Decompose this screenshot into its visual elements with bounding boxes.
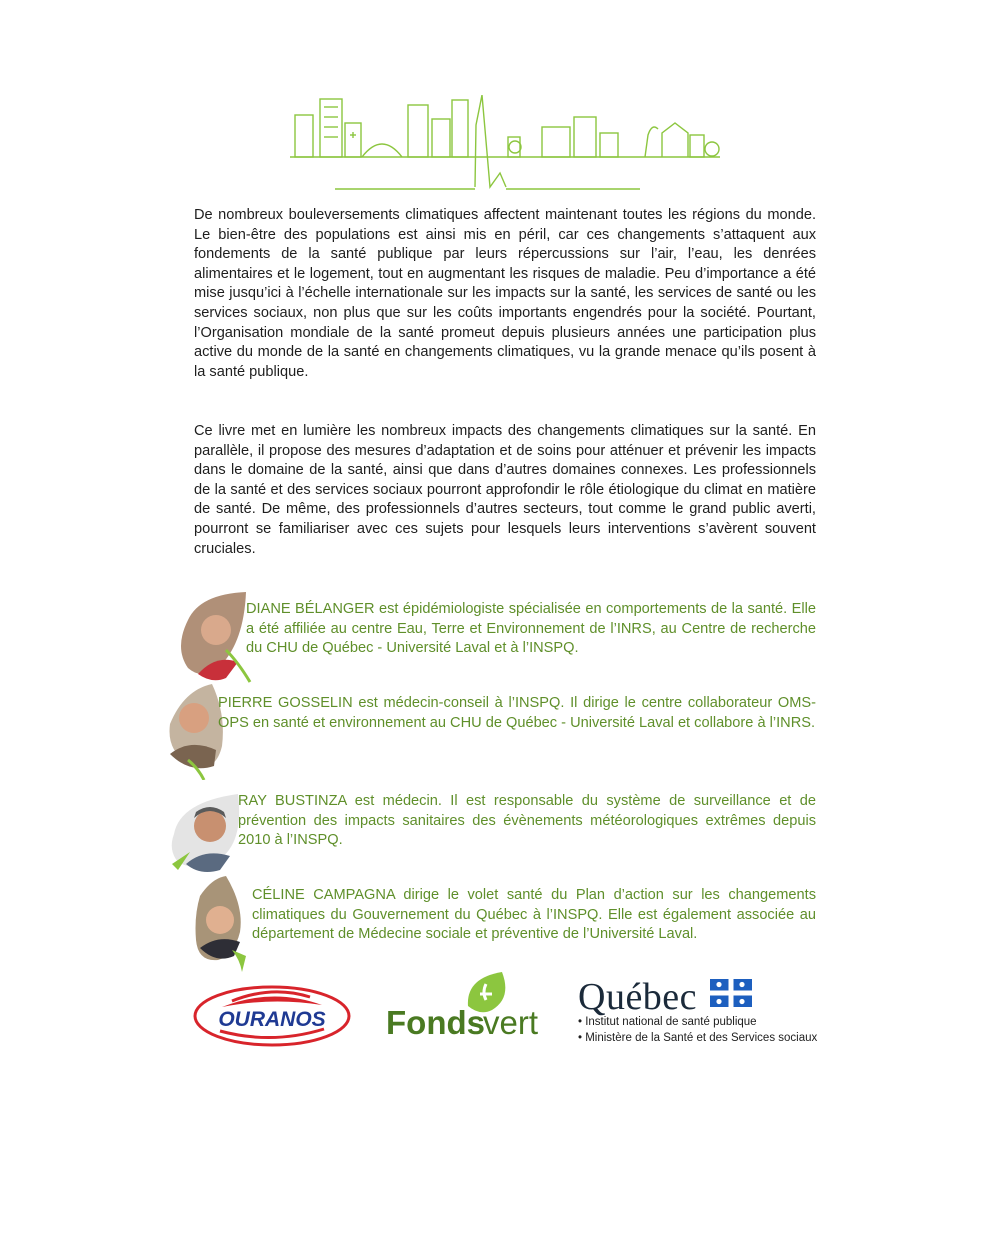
- fonds-word: Fonds: [386, 1004, 485, 1041]
- vert-word: vert: [483, 1004, 539, 1041]
- author-ray-bustinza: [160, 782, 820, 878]
- author-pierre-gosselin: [160, 684, 820, 780]
- quebec-logo: [576, 975, 821, 1050]
- author-diane-belanger: [160, 590, 820, 686]
- fonds-vert-logo: [384, 970, 549, 1042]
- author-bio: DIANE BÉLANGER est épidémiologiste spécialisée en comportements de la santé. Elle a été affiliée au centre Eau, Terre et Environnement de l’INRS, au Centre de recherche du CHU de Québec - Université Laval et à l’INSPQ.: [246, 601, 816, 657]
- fleur-de-lis-flag-icon: [710, 979, 752, 1007]
- author-celine-campagna: [160, 876, 820, 972]
- institute-line: • Institut national de santé publique: [578, 1016, 757, 1028]
- author-bio: PIERRE GOSSELIN est médecin-conseil à l’INSPQ. Il dirige le centre collaborateur OMS-OPS en santé et environnement au CHU de Québec - Université Laval et collabore à l’INRS.: [218, 695, 816, 731]
- quebec-wordmark: Québec: [578, 976, 698, 1018]
- leaf-portrait-frame-icon: [160, 876, 260, 972]
- author-bio: RAY BUSTINZA est médecin. Il est responsable du système de surveillance et de prévention des impacts sanitaires des évènements météorologiques extrêmes depuis 2010 à l’INSPQ.: [238, 793, 816, 849]
- ministry-line: • Ministère de la Santé et des Services sociaux: [578, 1032, 818, 1044]
- intro-paragraph-1: De nombreux bouleversements climatiques affectent maintenant toutes les régions du monde. Le bien-être des populations est ainsi mis en péril, car ces changements s’attaquent aux fondements de la santé publique par leurs répercussions sur l’air, l’eau, les denrées alimentaires et le logement, tout en augmentant les risques de maladie. Peu d’importance a été mise jusqu’ici à l’échelle internationale sur les impacts sur la santé, les services de santé ou les services sociaux, non plus que sur les coûts importants engendrés pour la société. Pourtant, l’Organisation mondiale de la santé promeut depuis plusieurs années une participation plus active du monde de la santé en changements climatiques, vu la grande menace qu’ils posent à la santé publique.: [194, 207, 816, 380]
- leaf-portrait-frame-icon: [160, 590, 260, 686]
- author-bio: CÉLINE CAMPAGNA dirige le volet santé du Plan d’action sur les changements climatiques du Gouvernement du Québec à l’INSPQ. Elle est également associée au département de Médecine sociale et préventive de l’Université Laval.: [252, 887, 816, 943]
- ouranos-logo: [192, 985, 352, 1047]
- intro-paragraph-2: Ce livre met en lumière les nombreux impacts des changements climatiques sur la santé. En parallèle, il propose des mesures d’adaptation et de soins pour atténuer et prévenir les impacts dans le domaine de la santé, ainsi que dans d’autres domaines connexes. Les professionnels de la santé et des services sociaux pourront approfondir le rôle étiologique du climat en matière de santé. De même, des professionnels d’autres secteurs, tout comme le grand public averti, pourront se familiariser avec ces sujets pour lesquels leurs interventions s’avèrent souvent cruciales.: [194, 423, 816, 557]
- city-skyline-heartbeat-icon: [290, 95, 725, 195]
- ouranos-wordmark: OURANOS: [218, 1008, 326, 1031]
